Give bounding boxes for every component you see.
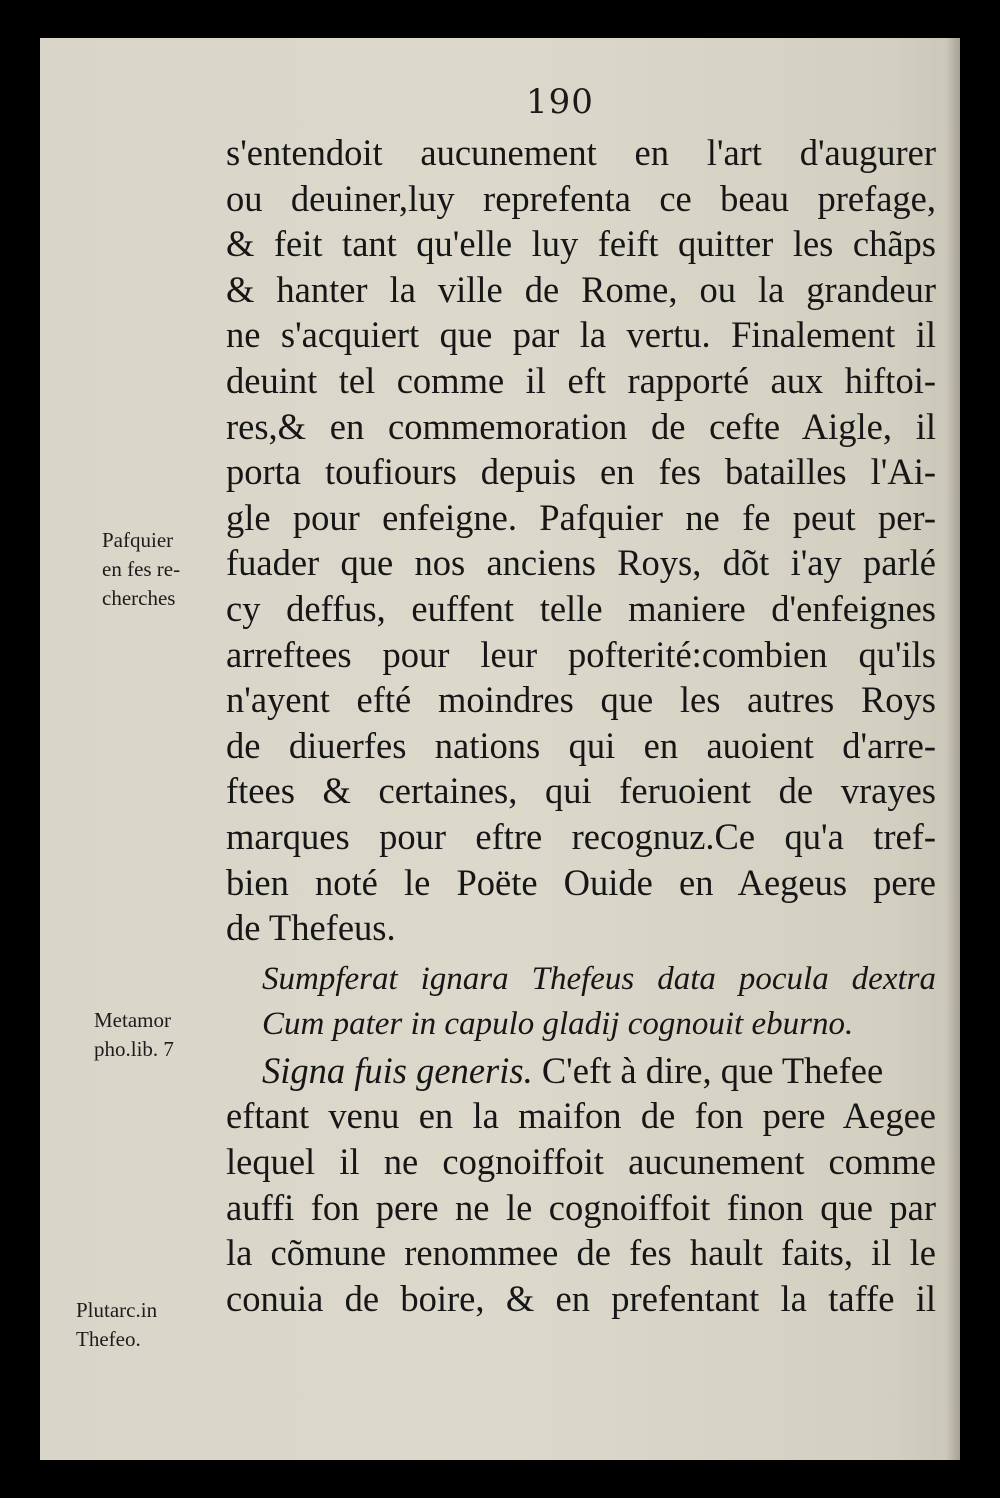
text-line: ne s'acquiert que par la vertu. Finalement il: [226, 314, 936, 356]
text-line: porta toufiours depuis en fes batailles l'Ai-: [226, 451, 936, 493]
text-line: marques pour eftre recognuz.Ce qu'a tref-: [226, 815, 936, 857]
text-line: cy deffus, euffent telle maniere d'enfeignes: [226, 587, 936, 629]
text-line: ou deuiner,luy reprefenta ce beau prefage,: [226, 177, 936, 219]
text-line: conuia de boire, & en prefentant la taffe il: [226, 1277, 936, 1319]
text-line: n'ayent efté moindres que les autres Roys: [226, 679, 936, 721]
text-line: lequel il ne cognoiffoit aucunement comme: [226, 1141, 936, 1183]
text-line-mixed: [226, 1048, 936, 1094]
text-line: la cõmune renommee de fes hault faits, il le: [226, 1232, 936, 1274]
margin-note-line: Metamor: [94, 1008, 171, 1032]
text-line: & hanter la ville de Rome, ou la grandeur: [226, 268, 936, 310]
text-line: auffi fon pere ne le cognoiffoit finon que par: [226, 1186, 936, 1228]
text-line: eftant venu en la maifon de fon pere Aegee: [226, 1095, 936, 1137]
text-line: de diuerfes nations qui en auoient d'arre-: [226, 724, 936, 766]
text-line: & feit tant qu'elle luy feift quitter les chãps: [226, 223, 936, 265]
text-line: bien noté le Poëte Ouide en Aegeus pere: [226, 861, 936, 903]
verse-line: Sumpferat ignara Thefeus data pocula dextra: [262, 960, 936, 997]
latin-quote: Signa fuis generis.: [262, 1049, 533, 1091]
margin-note-line: cherches: [102, 586, 176, 610]
text-line: fuader que nos anciens Roys, dõt i'ay parlé: [226, 542, 936, 584]
page-number: 190: [526, 82, 594, 122]
text-line: de Thefeus.: [226, 907, 396, 949]
text-line: s'entendoit aucunement en l'art d'augurer: [226, 132, 936, 173]
verse-line: Cum pater in capulo gladij cognouit eburno.: [262, 1006, 854, 1043]
margin-note-line: Plutarc.in: [76, 1298, 158, 1322]
margin-note-line: Pafquier: [102, 528, 174, 552]
book-page: [40, 38, 960, 1460]
main-text-block: [226, 130, 936, 1321]
margin-note-metamorphoses: [94, 1006, 174, 1064]
margin-note-pasquier: [102, 526, 180, 613]
margin-note-line: en fes re-: [102, 557, 181, 581]
margin-note-line: pho.lib. 7: [94, 1037, 174, 1061]
text-line: deuint tel comme il eft rapporté aux hiftoi-: [226, 359, 936, 401]
text-line: arreftees pour leur pofterité:combien qu'ils: [226, 633, 936, 675]
page-edge-shadow: [946, 38, 960, 1460]
text-fragment: C'eft à dire, que Thefee: [532, 1049, 884, 1091]
margin-note-plutarch: [76, 1296, 157, 1354]
text-line: gle pour enfeigne. Pafquier ne fe peut per-: [226, 496, 936, 538]
text-line: ftees & certaines, qui feruoient de vrayes: [226, 770, 936, 812]
margin-note-line: Thefeo.: [76, 1327, 141, 1351]
text-line: res,& en commemoration de cefte Aigle, il: [226, 405, 936, 447]
